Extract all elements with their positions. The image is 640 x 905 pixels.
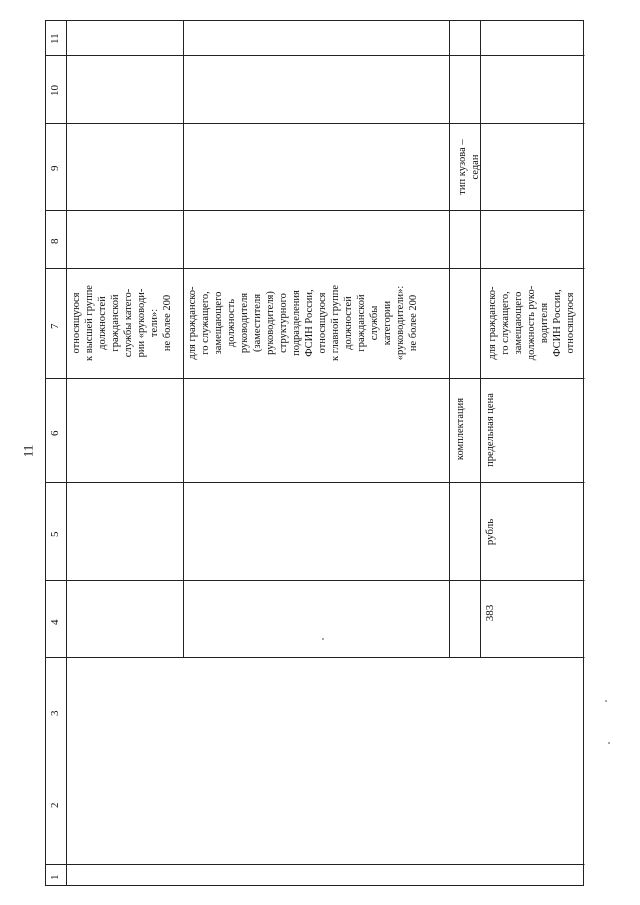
column-number-2: 2 xyxy=(49,802,61,808)
row-d-col7-text: для гражданско- го служащего, замещающего должность руко- водителя ФСИН России, относящуюся xyxy=(487,285,576,361)
row-c-col9-text: тип кузова – седан xyxy=(457,139,481,195)
scan-artifact xyxy=(322,638,324,640)
column-number-4: 4 xyxy=(49,619,61,625)
row-d-col4-text: 383 xyxy=(484,604,496,622)
row-b-col7-text: для гражданско- го служащего, замещающего должность руководителя (заместителя руководителя) структурного подразделения ФСИН России, относящуюся к главной группе должностей гражданской службы категории «руководители»: не более 200 xyxy=(187,284,419,362)
column-number-11: 11 xyxy=(49,33,61,44)
column-number-5: 5 xyxy=(49,531,61,537)
scan-artifact xyxy=(608,742,610,744)
row-d-col5-text: рубль xyxy=(484,518,496,546)
column-number-1: 1 xyxy=(49,874,61,880)
page-number: 11 xyxy=(20,444,36,458)
row-d-col6-text: предельная цена xyxy=(485,393,496,467)
column-number-6: 6 xyxy=(49,430,61,436)
row-a-col7-text: относящуюся к высшей группе должностей гражданской службы катего- рии «руководи- тели»: не более 200 xyxy=(71,285,173,361)
column-number-3: 3 xyxy=(49,710,61,716)
column-number-10: 10 xyxy=(49,85,61,96)
row-c-col6-text: комплектация xyxy=(455,397,466,461)
scan-artifact xyxy=(605,700,607,702)
column-number-9: 9 xyxy=(49,165,61,171)
column-number-7: 7 xyxy=(49,323,61,329)
column-number-8: 8 xyxy=(49,238,61,244)
